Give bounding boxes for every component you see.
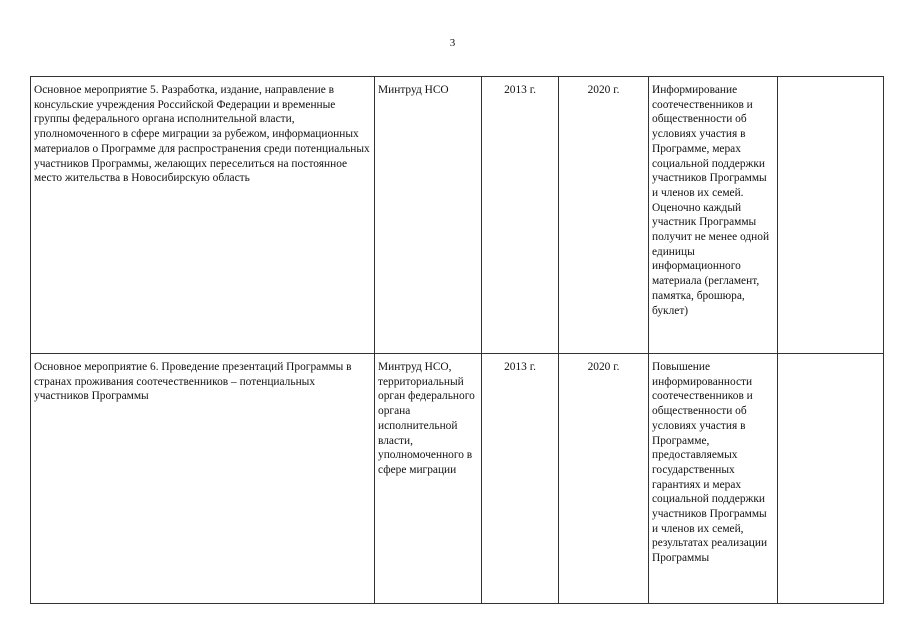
end-year-cell: 2020 г. xyxy=(559,354,649,604)
responsible-cell: Минтруд НСО, территориальный орган федерального органа исполнительной власти, уполномоченного в сфере миграции xyxy=(375,354,482,604)
result-cell: Повышение информированности соотечественников и общественности об условиях участия в Программе, предоставляемых государственных гарантиях и мерах социальной поддержки участников Программы и членов их семей, результатах реализации Программы xyxy=(649,354,778,604)
table-row xyxy=(31,354,884,604)
start-year-cell: 2013 г. xyxy=(482,354,559,604)
event-cell: Основное мероприятие 6. Проведение презентаций Программы в странах проживания соотечественников – потенциальных участников Программы xyxy=(31,354,375,604)
table-row xyxy=(31,77,884,354)
event-cell: Основное мероприятие 5. Разработка, издание, направление в консульские учреждения Российской Федерации и временные группы федерального органа исполнительной власти, уполномоченного в сфере миграции за рубежом, информационных материалов о Программе для распространения среди потенциальных участников Программы, желающих переселиться на постоянное место жительства в Новосибирскую область xyxy=(31,77,375,354)
end-year-cell: 2020 г. xyxy=(559,77,649,354)
page-number: 3 xyxy=(449,37,456,49)
responsible-cell: Минтруд НСО xyxy=(375,77,482,354)
program-activities-table xyxy=(30,76,884,604)
empty-cell xyxy=(778,77,884,354)
result-cell: Информирование соотечественников и общественности об условиях участия в Программе, мерах социальной поддержки участников Программы и членов их семей. Оценочно каждый участник Программы получит не менее одной единицы информационного материала (регламент, памятка, брошюра, буклет) xyxy=(649,77,778,354)
empty-cell xyxy=(778,354,884,604)
start-year-cell: 2013 г. xyxy=(482,77,559,354)
